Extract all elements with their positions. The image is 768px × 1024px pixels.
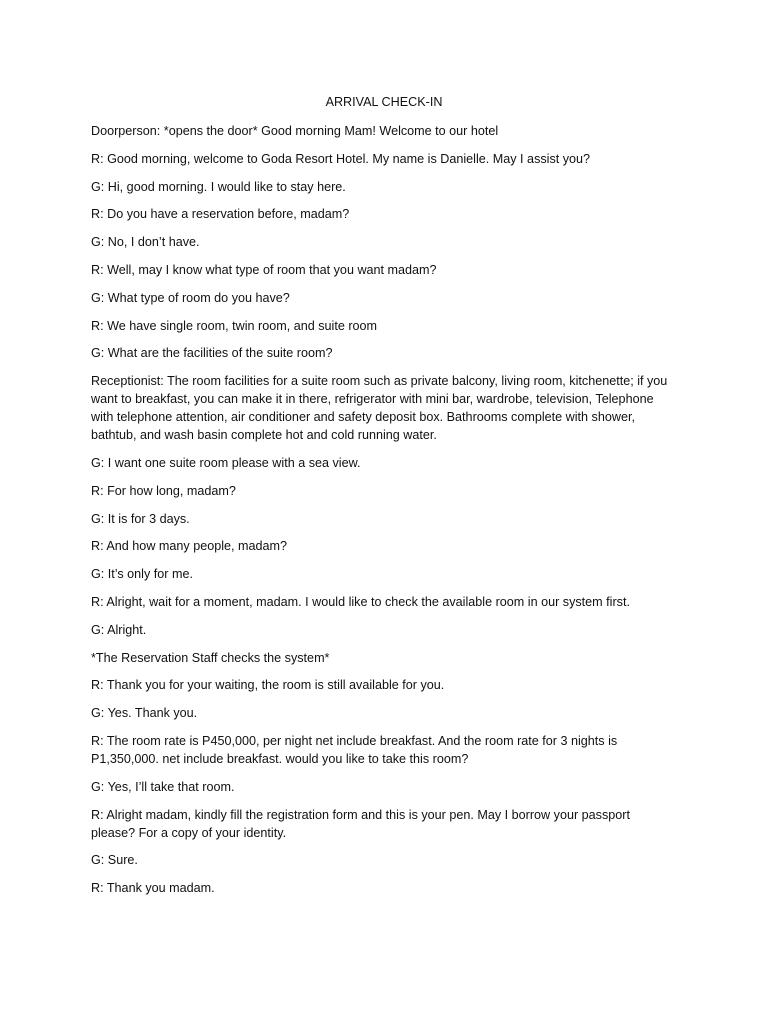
dialogue-line: R: Well, may I know what type of room that you want madam? xyxy=(91,262,437,277)
dialogue-line: G: Yes, I’ll take that room. xyxy=(91,779,235,794)
dialogue-line: Receptionist: The room facilities for a suite room such as private balcony, living room, kitchenette; if you want to breakfast, you can make it in there, refrigerator with mini bar, wardrobe, television, Telephone with telephone attention, air conditioner and safety deposit box. Bathrooms complete with shower, bathtub, and wash basin complete hot and cold running water. xyxy=(91,374,668,443)
dialogue-line: R: The room rate is P450,000, per night net include breakfast. And the room rate for 3 nights is P1,350,000. net include breakfast. would you like to take this room? xyxy=(91,733,618,766)
dialogue-line: G: What type of room do you have? xyxy=(91,290,290,305)
dialogue-line: R: For how long, madam? xyxy=(91,483,236,498)
page-title: ARRIVAL CHECK-IN xyxy=(325,95,443,109)
dialogue-line: G: Alright. xyxy=(91,622,147,637)
dialogue-line: G: It’s only for me. xyxy=(91,567,193,582)
dialogue-line: R: Thank you madam. xyxy=(91,881,215,896)
dialogue-list xyxy=(91,122,677,907)
dialogue-line: R: And how many people, madam? xyxy=(91,539,288,554)
dialogue-line: G: No, I don’t have. xyxy=(91,235,200,250)
dialogue-line: G: What are the facilities of the suite room? xyxy=(91,346,333,361)
dialogue-line: *The Reservation Staff checks the system* xyxy=(91,650,330,665)
dialogue-line: R: Do you have a reservation before, madam? xyxy=(91,207,350,222)
dialogue-line: G: I want one suite room please with a sea view. xyxy=(91,455,361,470)
dialogue-line: G: Hi, good morning. I would like to stay here. xyxy=(91,179,346,194)
dialogue-line: Doorperson: *opens the door* Good morning Mam! Welcome to our hotel xyxy=(91,124,499,138)
dialogue-line: G: Yes. Thank you. xyxy=(91,706,198,721)
dialogue-line: R: Alright, wait for a moment, madam. I would like to check the available room in our system first. xyxy=(91,594,630,609)
dialogue-line: R: Thank you for your waiting, the room is still available for you. xyxy=(91,678,445,693)
dialogue-line: G: Sure. xyxy=(91,853,138,868)
dialogue-line: R: Good morning, welcome to Goda Resort Hotel. My name is Danielle. May I assist you? xyxy=(91,151,591,166)
dialogue-line: R: We have single room, twin room, and suite room xyxy=(91,318,378,333)
dialogue-line: G: It is for 3 days. xyxy=(91,511,190,526)
dialogue-line: R: Alright madam, kindly fill the registration form and this is your pen. May I borrow your passport please? For a copy of your identity. xyxy=(91,807,630,840)
